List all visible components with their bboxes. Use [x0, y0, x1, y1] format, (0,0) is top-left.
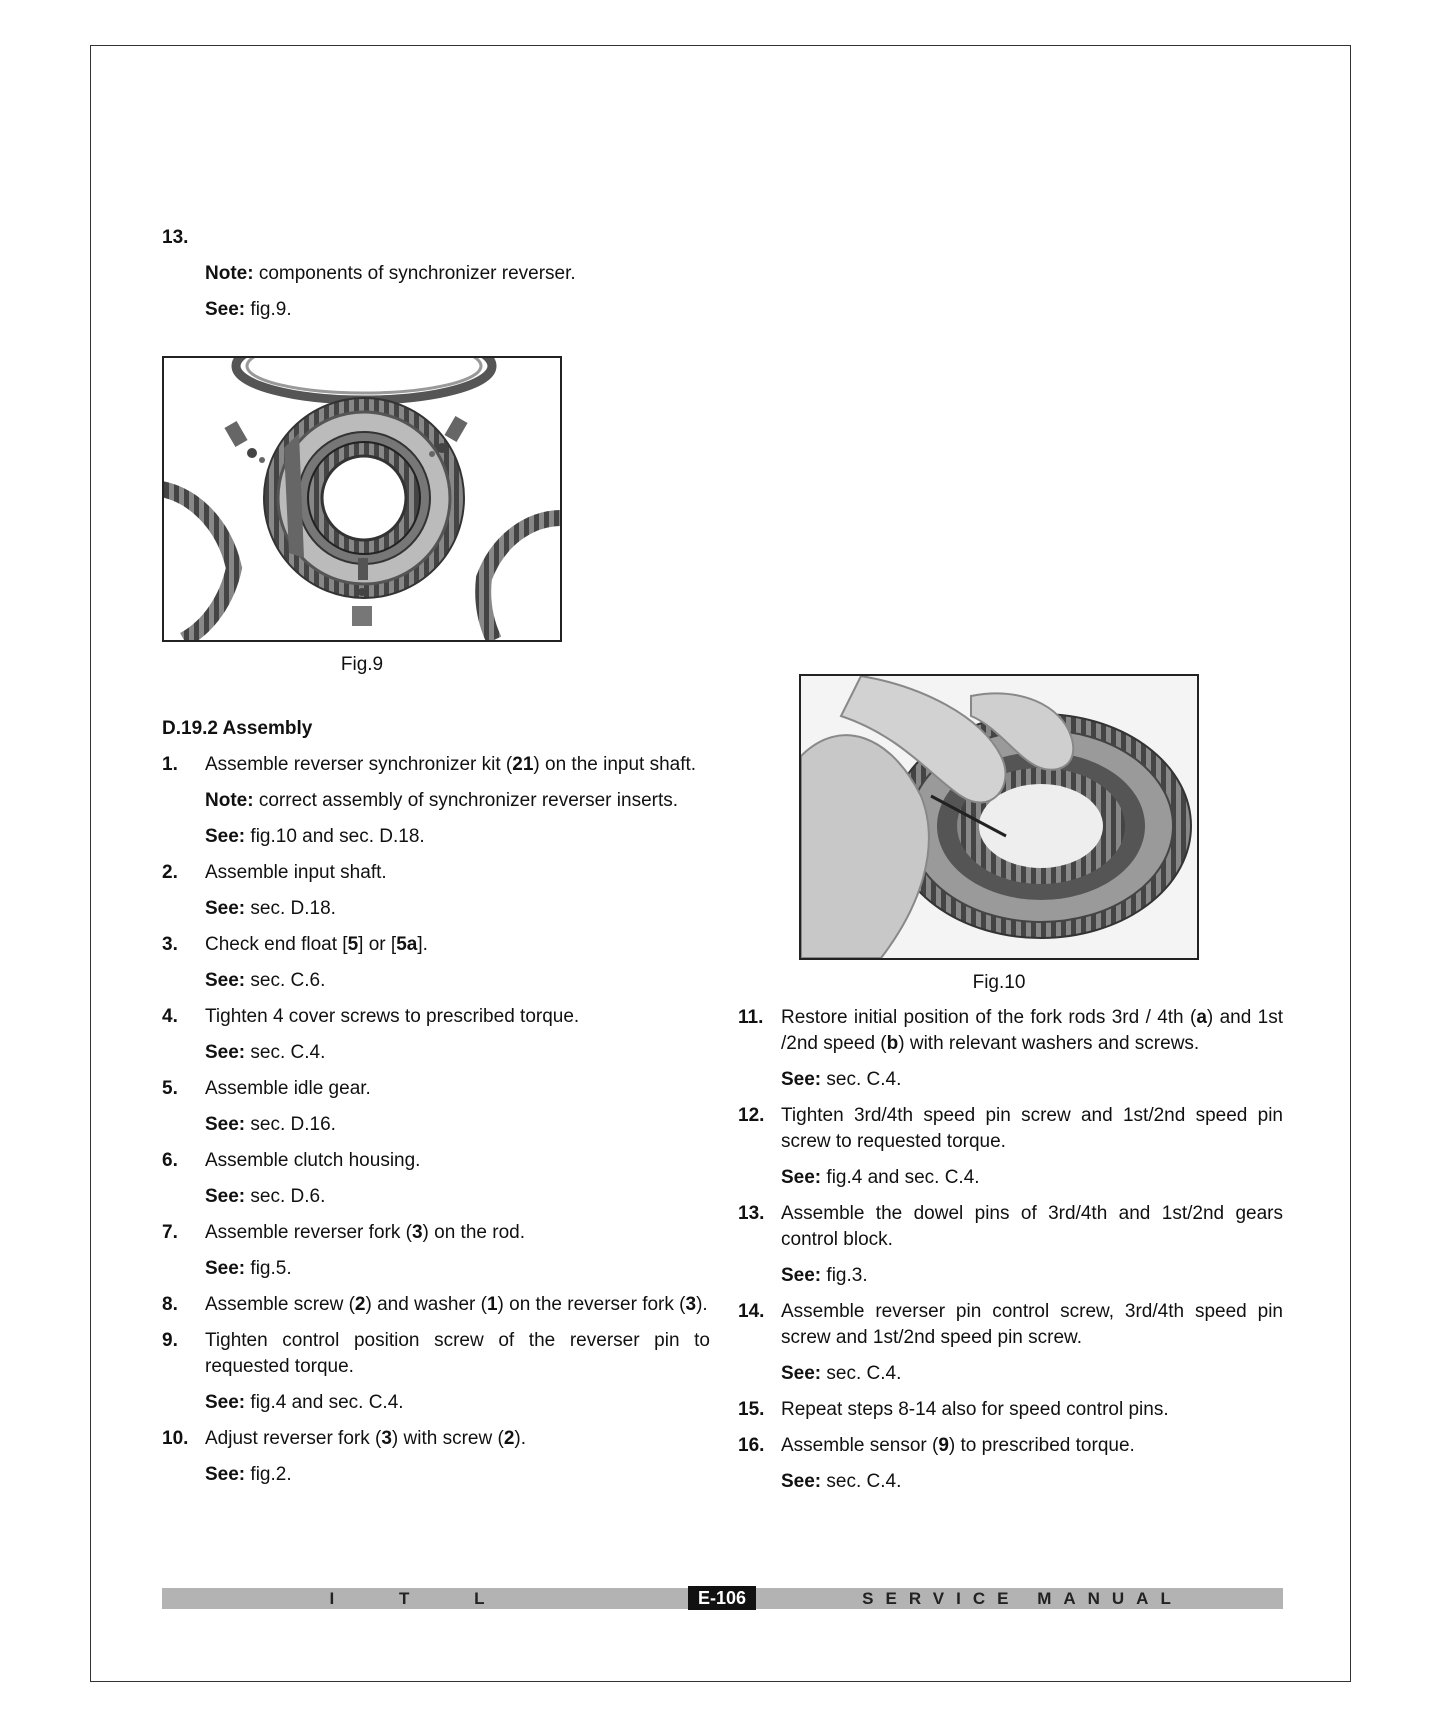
- see-line: [738, 1469, 1283, 1495]
- step-15: [738, 1397, 1283, 1423]
- part-ref: 21: [512, 754, 534, 775]
- step-text: ) on the input shaft.: [533, 754, 697, 775]
- step-number: 8.: [162, 1294, 178, 1315]
- part-ref: 2: [354, 1294, 366, 1315]
- step-text: Tighten 3rd/4th speed pin screw and 1st/2nd speed pin screw to requested torque.: [781, 1105, 1283, 1152]
- step-1: [162, 752, 710, 778]
- see-line: [738, 1263, 1283, 1289]
- note-line: [162, 788, 710, 814]
- see-text: fig.10 and sec. D.18.: [245, 826, 425, 847]
- see-text: sec. C.4.: [245, 1042, 326, 1063]
- see-text: sec. D.16.: [245, 1114, 336, 1135]
- step-text: Assemble idle gear.: [205, 1078, 371, 1099]
- step-text: Restore initial position of the fork rods 3rd / 4th (: [781, 1007, 1197, 1028]
- part-ref: 3: [381, 1428, 392, 1449]
- step-8: [162, 1292, 710, 1318]
- step-text: Assemble sensor (: [781, 1435, 939, 1456]
- see-text: sec. C.6.: [245, 970, 326, 991]
- part-ref: 3: [411, 1222, 423, 1243]
- see-line: [162, 824, 710, 850]
- see-label: See:: [205, 1392, 246, 1413]
- see-line: [738, 1361, 1283, 1387]
- step-12: [738, 1103, 1283, 1155]
- step-11: [738, 1005, 1283, 1057]
- see-text: fig.9.: [245, 299, 292, 320]
- step-text: Check end float [: [205, 934, 348, 955]
- step-text: Tighten control position screw of the reverser pin to requested torque.: [205, 1330, 710, 1377]
- step-text: ].: [417, 934, 428, 955]
- see-line: [162, 1256, 710, 1282]
- step-number: 11.: [738, 1007, 764, 1028]
- step-text: Adjust reverser fork (: [205, 1428, 382, 1449]
- fig10-image: [799, 674, 1199, 960]
- step-text: ] or [: [358, 934, 397, 955]
- see-text: fig.3.: [821, 1265, 868, 1286]
- see-text: sec. C.4.: [821, 1471, 902, 1492]
- see-label: See:: [205, 1186, 246, 1207]
- step-number: 3.: [162, 934, 178, 955]
- step-text: Assemble clutch housing.: [205, 1150, 421, 1171]
- step-number: 4.: [162, 1006, 178, 1027]
- see-text: sec. C.4.: [821, 1363, 902, 1384]
- see-line: [162, 1112, 710, 1138]
- part-ref: 5: [347, 934, 359, 955]
- step-number: 13.: [162, 227, 189, 248]
- see-label: See:: [205, 898, 246, 919]
- step-2: [162, 860, 710, 886]
- step-text: ) to prescribed torque.: [948, 1435, 1135, 1456]
- step-text: ).: [696, 1294, 708, 1315]
- step-4: [162, 1004, 710, 1030]
- step-number: 5.: [162, 1078, 178, 1099]
- step-16: [738, 1433, 1283, 1459]
- see-line: [162, 1040, 710, 1066]
- see-line: [162, 1390, 710, 1416]
- see-label: See:: [781, 1167, 822, 1188]
- step-number: 15.: [738, 1399, 765, 1420]
- see-label: See:: [205, 299, 246, 320]
- step-text: ) and 1st /2nd speed (: [781, 1007, 1283, 1054]
- fig9-caption: Fig.9: [340, 654, 384, 675]
- step-text: ) with relevant washers and screws.: [898, 1033, 1200, 1054]
- note-text: correct assembly of synchronizer reverser inserts.: [253, 790, 679, 811]
- step-14: [738, 1299, 1283, 1351]
- step-text: Repeat steps 8-14 also for speed control pins.: [781, 1399, 1169, 1420]
- see-text: sec. D.6.: [245, 1186, 326, 1207]
- part-ref: a: [1196, 1007, 1207, 1028]
- step-text: ).: [514, 1428, 526, 1449]
- step-number: 12.: [738, 1105, 765, 1126]
- note-line: [162, 261, 710, 287]
- see-label: See:: [781, 1069, 822, 1090]
- part-ref: 2: [503, 1428, 515, 1449]
- step-text: Assemble reverser fork (: [205, 1222, 412, 1243]
- see-text: fig.4 and sec. C.4.: [245, 1392, 404, 1413]
- synchronizer-assembly-photo-illustration: [801, 676, 1197, 958]
- section-title: D.19.2 Assembly: [162, 718, 313, 739]
- page-number: E-106: [688, 1586, 756, 1610]
- step-text: Assemble screw (: [205, 1294, 355, 1315]
- step-text: Assemble the dowel pins of 3rd/4th and 1st/2nd gears control block.: [781, 1203, 1283, 1250]
- see-label: See:: [205, 1114, 246, 1135]
- step-number: 1.: [162, 754, 178, 775]
- step-number: 2.: [162, 862, 178, 883]
- step-text: ) on the reverser fork (: [497, 1294, 686, 1315]
- see-text: fig.5.: [245, 1258, 292, 1279]
- note-label: Note:: [205, 790, 254, 811]
- step-7: [162, 1220, 710, 1246]
- step-text: ) with screw (: [391, 1428, 504, 1449]
- see-label: See:: [781, 1265, 822, 1286]
- step-number: 6.: [162, 1150, 178, 1171]
- step-number: 9.: [162, 1330, 178, 1351]
- step-text: Assemble input shaft.: [205, 862, 387, 883]
- step-3: [162, 932, 710, 958]
- step-10: [162, 1426, 710, 1452]
- see-label: See:: [205, 970, 246, 991]
- fig9-image: [162, 356, 562, 642]
- footer-brand: I T L: [329, 1589, 515, 1608]
- see-line: [162, 1462, 710, 1488]
- step-13-top: [162, 225, 710, 251]
- step-6: [162, 1148, 710, 1174]
- see-text: fig.2.: [245, 1464, 292, 1485]
- footer-manual-title: SERVICE MANUAL: [862, 1589, 1183, 1608]
- step-number: 14.: [738, 1301, 765, 1322]
- step-5: [162, 1076, 710, 1102]
- step-number: 7.: [162, 1222, 178, 1243]
- part-ref: 3: [685, 1294, 697, 1315]
- see-label: See:: [205, 826, 246, 847]
- see-text: fig.4 and sec. C.4.: [821, 1167, 980, 1188]
- see-label: See:: [205, 1042, 246, 1063]
- see-label: See:: [781, 1363, 822, 1384]
- see-text: sec. C.4.: [821, 1069, 902, 1090]
- synchronizer-components-illustration: [164, 358, 560, 640]
- step-9: [162, 1328, 710, 1380]
- right-column: [738, 1005, 1283, 1495]
- see-line: [162, 968, 710, 994]
- part-ref: 1: [486, 1294, 498, 1315]
- part-ref: 9: [938, 1435, 949, 1456]
- step-text: Assemble reverser synchronizer kit (: [205, 754, 513, 775]
- see-line: [162, 297, 710, 323]
- step-number: 13.: [738, 1203, 765, 1224]
- see-line: [738, 1165, 1283, 1191]
- see-line: [738, 1067, 1283, 1093]
- see-text: sec. D.18.: [245, 898, 336, 919]
- see-label: See:: [205, 1258, 246, 1279]
- fig10-caption: Fig.10: [972, 972, 1026, 993]
- see-label: See:: [205, 1464, 246, 1485]
- step-text: ) and washer (: [365, 1294, 487, 1315]
- see-label: See:: [781, 1471, 822, 1492]
- part-ref: 5a: [396, 934, 418, 955]
- step-13: [738, 1201, 1283, 1253]
- note-label: Note:: [205, 263, 254, 284]
- step-number: 16.: [738, 1435, 765, 1456]
- step-number: 10.: [162, 1428, 189, 1449]
- see-line: [162, 896, 710, 922]
- step-text: Assemble reverser pin control screw, 3rd/4th speed pin screw and 1st/2nd speed pin screw.: [781, 1301, 1283, 1348]
- see-line: [162, 1184, 710, 1210]
- step-text: Tighten 4 cover screws to prescribed torque.: [205, 1006, 580, 1027]
- step-text: ) on the rod.: [422, 1222, 525, 1243]
- note-text: components of synchronizer reverser.: [253, 263, 576, 284]
- part-ref: b: [886, 1033, 899, 1054]
